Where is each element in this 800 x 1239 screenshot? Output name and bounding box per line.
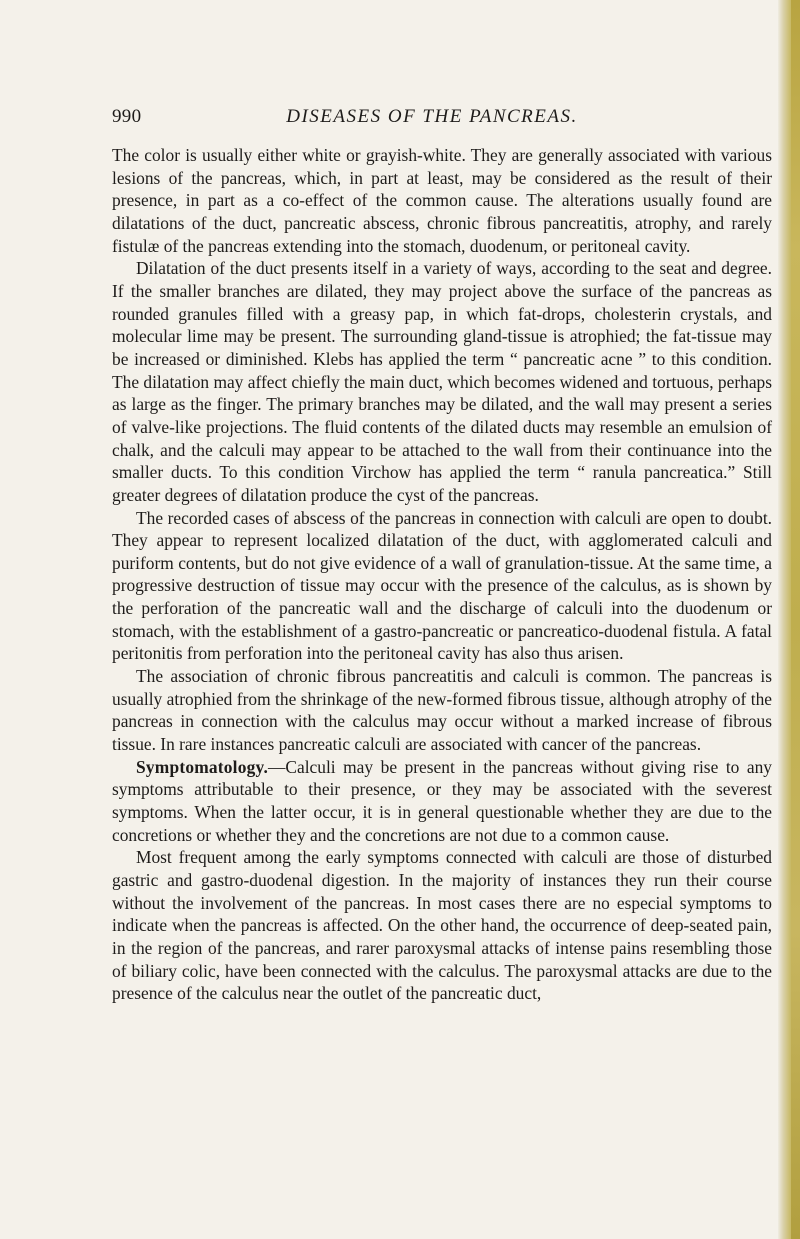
paragraph: The color is usually either white or grayish-white. They are generally associated with various lesions of the pancreas, which, in part at least, may be considered as the result of their presence, in part as a co-effect of the common cause. The alterations usually found are dilatations of the duct, pancreatic abscess, chronic fibrous pancreatitis, atrophy, and rarely fistulæ of the pancreas extending into the stomach, duodenum, or peritoneal cavity. (112, 145, 772, 256)
page-number: 990 (112, 106, 142, 127)
page-header (112, 106, 772, 134)
paragraph: The association of chronic fibrous pancreatitis and calculi is common. The pancreas is usually atrophied from the shrinkage of the new-formed fibrous tissue, although atrophy of the pancreas in connection with the calculus may occur without a marked increase of fibrous tissue. In rare instances pancreatic calculi are associated with cancer of the pancreas. (112, 666, 772, 755)
paragraph: Most frequent among the early symptoms connected with calculi are those of disturbed gastric and gastro-duodenal digestion. In the majority of instances they run their course without the involvement of the pancreas. In most cases there are no especial symptoms to indicate when the pancreas is affected. On the other hand, the occurrence of deep-seated pain, in the region of the pancreas, and rarer paroxysmal attacks of intense pains resembling those of biliary colic, have been connected with the calculus. The paroxysmal attacks are due to the presence of the calculus near the outlet of the pancreatic duct, (112, 847, 772, 1004)
paragraph-text: —Calculi may be present in the pancreas without giving rise to any symptoms attributable to their presence, or they may be associated with the severest symptoms. When the latter occur, it is in general questionable whether they are due to the concretions or whether they and the concretions are not due to a common cause. (112, 756, 772, 845)
section-heading: Symptomatology. (136, 756, 268, 777)
paragraph: Dilatation of the duct presents itself in a variety of ways, according to the seat and degree. If the smaller branches are dilated, they may project above the surface of the pancreas as rounded granules filled with a greasy pap, in which fat-drops, cholesterin crystals, and molecular lime may be present. The surrounding gland-tissue is atrophied; the fat-tissue may be increased or diminished. Klebs has applied the term “ pancreatic acne ” to this condition. The dilatation may affect chiefly the main duct, which becomes widened and tortuous, perhaps as large as the finger. The primary branches may be dilated, and the wall may present a series of valve-like projections. The fluid contents of the dilated ducts may resemble an emulsion of chalk, and the calculi may appear to be attached to the wall from their continuance into the smaller ducts. To this condition Virchow has applied the term “ ranula pancreatica.” Still greater degrees of dilatation produce the cyst of the pancreas. (112, 258, 772, 505)
paragraph: The recorded cases of abscess of the pancreas in connection with calculi are open to doubt. They appear to represent localized dilatation of the duct, with agglomerated calculi and puriform contents, but do not give evidence of a wall of granulation-tissue. At the same time, a progressive destruction of tissue may occur with the presence of the calculus, as is shown by the perforation of the pancreatic wall and the discharge of calculi into the duodenum or stomach, with the establishment of a gastro-pancreatic or pancreatico-duodenal fistula. A fatal peritonitis from perforation into the peritoneal cavity has also thus arisen. (112, 507, 772, 664)
body-text (112, 144, 772, 1005)
page-edge (778, 0, 800, 1239)
page-edge-shade (791, 0, 800, 1239)
running-head: DISEASES OF THE PANCREAS. (286, 106, 578, 127)
paragraph (112, 756, 772, 847)
